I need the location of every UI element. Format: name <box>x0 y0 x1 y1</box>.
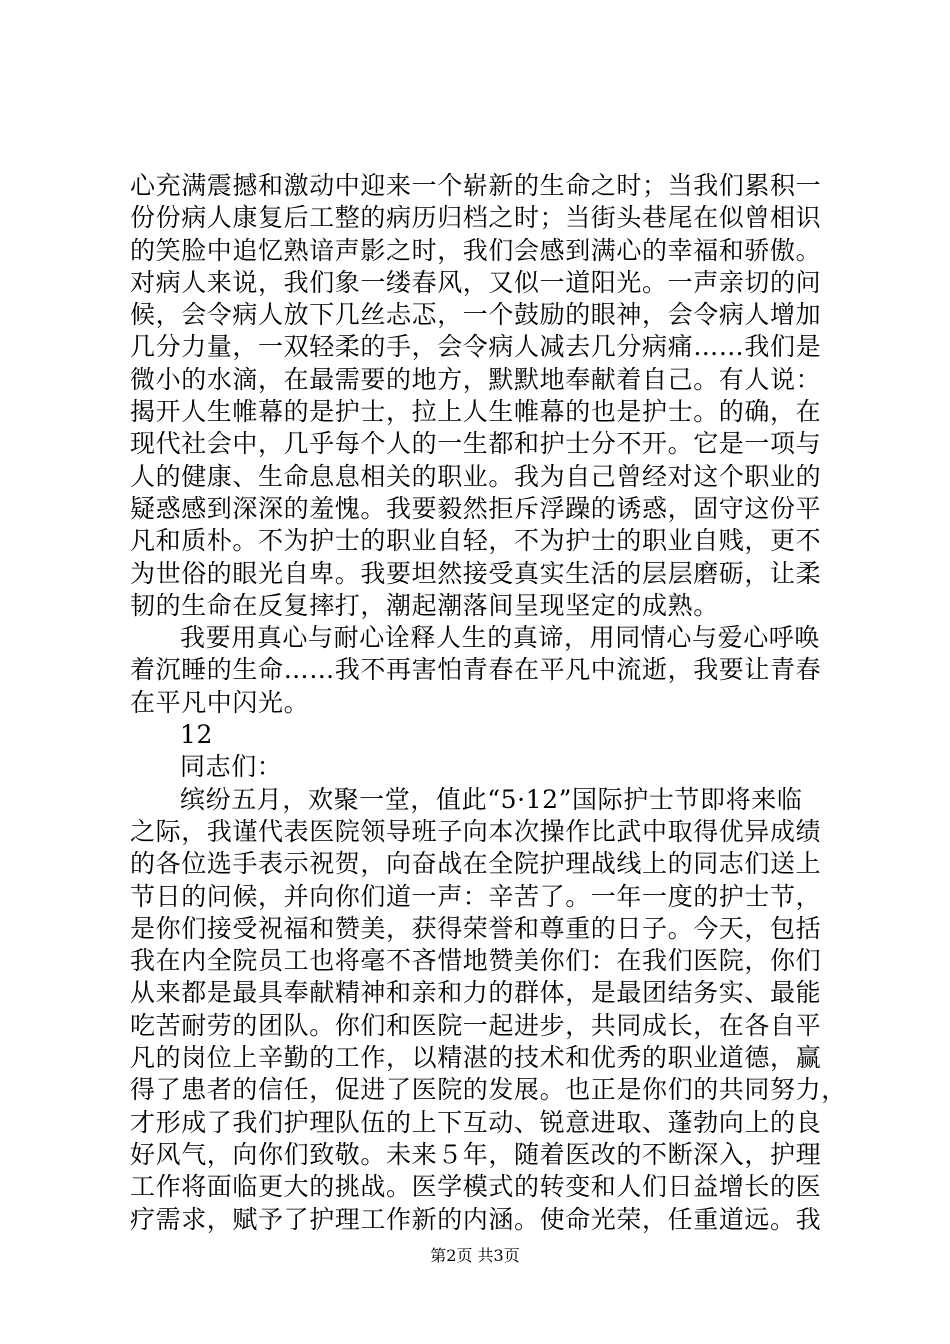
text-line: 同志们： <box>180 752 283 782</box>
text-line: 凡的岗位上辛勤的工作，以精湛的技术和优秀的职业道德，赢 <box>130 1043 822 1073</box>
text-line: 吃苦耐劳的团队。你们和医院一起进步，共同成长，在各自平 <box>130 1010 822 1040</box>
text-line: 的各位选手表示祝贺，向奋战在全院护理战线上的同志们送上 <box>130 849 822 879</box>
text-line: 韧的生命在反复摔打，潮起潮落间呈现坚定的成熟。 <box>130 590 719 620</box>
text-line: 揭开人生帷幕的是护士，拉上人生帷幕的也是护士。的确，在 <box>130 397 822 427</box>
text-line: 缤纷五月，欢聚一堂，值此“5·12”国际护士节即将来临 <box>180 784 803 814</box>
page-footer <box>0 1243 950 1266</box>
text-line: 从来都是最具奉献精神和亲和力的群体，是最团结务实、最能 <box>130 978 822 1008</box>
document-body <box>130 170 847 1236</box>
text-line: 心充满震撼和激动中迎来一个崭新的生命之时；当我们累积一 <box>130 171 822 200</box>
text-line: 在平凡中闪光。 <box>130 687 310 717</box>
text-line: 现代社会中，几乎每个人的一生都和护士分不开。它是一项与 <box>130 429 822 459</box>
text-line: 着沉睡的生命……我不再害怕青春在平凡中流逝，我要让青春 <box>130 655 822 685</box>
text-line: 份份病人康复后工整的病历归档之时；当街头巷尾在似曾相识 <box>130 203 822 233</box>
text-line: 的笑脸中追忆熟谙声影之时，我们会感到满心的幸福和骄傲。 <box>130 235 822 265</box>
text-line: 为世俗的眼光自卑。我要坦然接受真实生活的层层磨砺，让柔 <box>130 558 822 588</box>
text-line: 是你们接受祝福和赞美，获得荣誉和尊重的日子。今天，包括 <box>130 913 822 943</box>
text-line: 疗需求，赋予了护理工作新的内涵。使命光荣，任重道远。我 <box>130 1204 822 1234</box>
text-line: 凡和质朴。不为护士的职业自轻，不为护士的职业自贱，更不 <box>130 526 822 556</box>
text-line: 候，会令病人放下几丝忐忑，一个鼓励的眼神，会令病人增加 <box>130 300 822 330</box>
text-line: 对病人来说，我们象一缕春风，又似一道阳光。一声亲切的问 <box>130 267 822 297</box>
text-line: 人的健康、生命息息相关的职业。我为自己曾经对这个职业的 <box>130 461 822 491</box>
text-line: 我在内全院员工也将毫不吝惜地赞美你们：在我们医院，你们 <box>130 946 822 976</box>
page-number-label: 第2页 共3页 <box>430 1246 520 1265</box>
text-line: 才形成了我们护理队伍的上下互动、锐意进取、蓬勃向上的良 <box>130 1107 822 1137</box>
text-line: 我要用真心与耐心诠释人生的真谛，用同情心与爱心呼唤 <box>180 623 821 653</box>
text-line: 微小的水滴，在最需要的地方，默默地奉献着自己。有人说： <box>130 364 822 394</box>
text-line: 12 <box>180 720 214 750</box>
text-line: 几分力量，一双轻柔的手，会令病人减去几分病痛……我们是 <box>130 332 822 362</box>
text-line: 节日的问候，并向你们道一声：辛苦了。一年一度的护士节， <box>130 881 822 911</box>
text-line: 之际，我谨代表医院领导班子向本次操作比武中取得优异成绩 <box>130 816 822 846</box>
text-line: 疑惑感到深深的羞愧。我要毅然拒斥浮躁的诱惑，固守这份平 <box>130 493 822 523</box>
text-line: 好风气，向你们致敬。未来５年，随着医改的不断深入，护理 <box>130 1139 822 1169</box>
text-line: 工作将面临更大的挑战。医学模式的转变和人们日益增长的医 <box>130 1172 822 1202</box>
text-line: 得了患者的信任，促进了医院的发展。也正是你们的共同努力， <box>130 1075 847 1105</box>
